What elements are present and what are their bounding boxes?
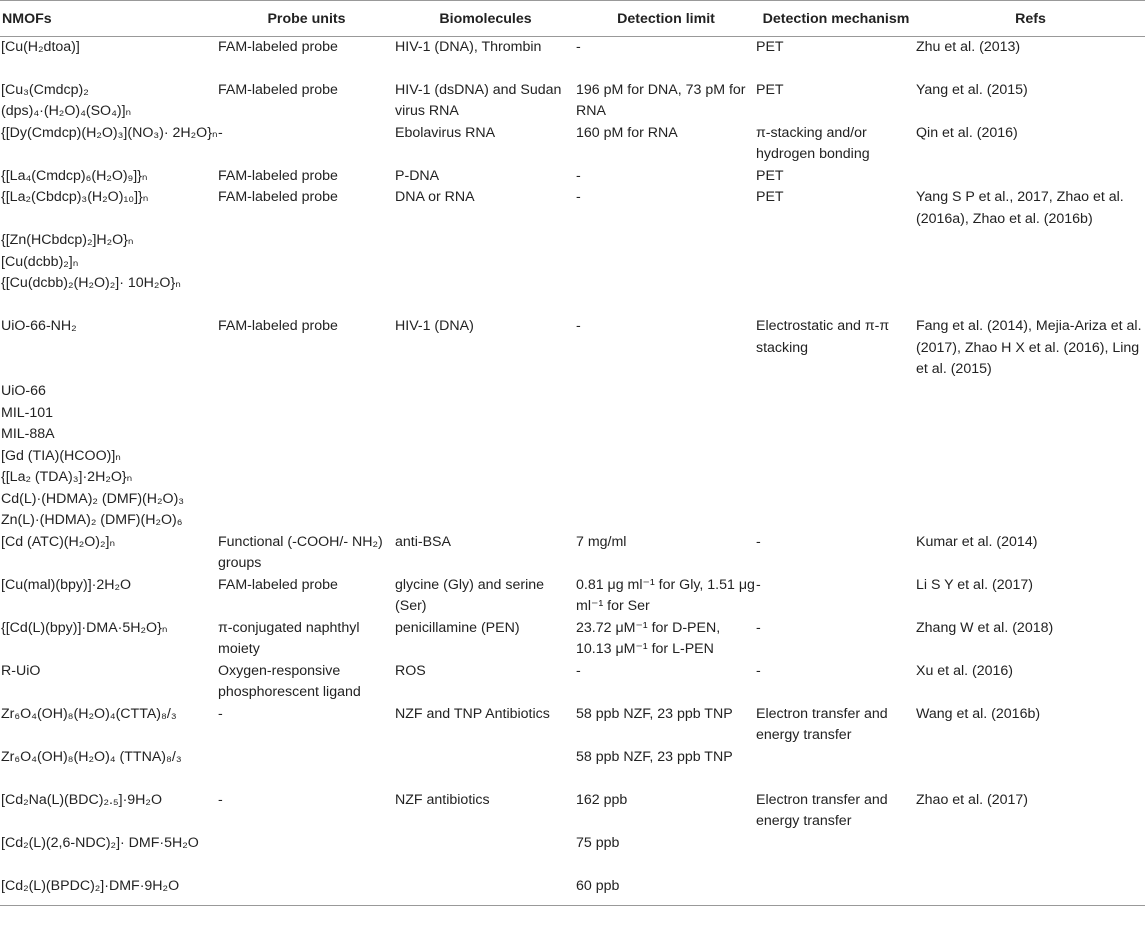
cell-detection-limit xyxy=(576,424,756,446)
cell-nmof: Zn(L)·(HDMA)₂ (DMF)(H₂O)₆ xyxy=(1,512,183,528)
table-row xyxy=(0,424,1145,446)
cell-detection-limit: - xyxy=(576,189,581,205)
table-body xyxy=(0,36,1145,905)
cell-detection-mechanism xyxy=(756,833,916,876)
cell-probe-units xyxy=(218,876,395,906)
header-biomolecules: Biomolecules xyxy=(395,1,576,37)
cell-refs xyxy=(916,489,1145,511)
table-row xyxy=(0,187,1145,230)
cell-refs: Wang et al. (2016b) xyxy=(916,705,1041,722)
cell-detection-limit xyxy=(576,381,756,403)
table-row xyxy=(0,467,1145,489)
cell-probe-units xyxy=(218,424,395,446)
cell-refs xyxy=(916,510,1145,532)
table-row xyxy=(0,618,1145,661)
cell-detection-limit xyxy=(576,230,756,252)
cell-nmof: [Cd (ATC)(H₂O)₂]ₙ xyxy=(1,533,116,550)
cell-detection-limit: 160 pM for RNA xyxy=(576,124,678,141)
cell-biomolecules xyxy=(395,424,576,446)
cell-refs: Kumar et al. (2014) xyxy=(916,533,1038,550)
cell-detection-mechanism: π-stacking and/or hydrogen bonding xyxy=(756,124,870,162)
cell-detection-limit xyxy=(576,446,756,468)
cell-nmof: R-UiO xyxy=(1,662,41,679)
cell-refs: Yang et al. (2015) xyxy=(916,81,1028,98)
cell-nmof: [Cu(H₂dtoa)] xyxy=(1,38,80,55)
cell-nmof: UiO-66 xyxy=(1,383,46,399)
cell-probe-units: - xyxy=(218,124,223,141)
cell-nmof: [Cd₂(L)(2,6-NDC)₂]· DMF·5H₂O xyxy=(1,834,199,851)
cell-refs: Qin et al. (2016) xyxy=(916,124,1018,141)
table-row xyxy=(0,403,1145,425)
header-refs: Refs xyxy=(916,1,1145,37)
cell-refs xyxy=(916,403,1145,425)
cell-refs xyxy=(916,424,1145,446)
cell-nmof: MIL-88A xyxy=(1,426,55,442)
cell-refs xyxy=(916,833,1145,876)
cell-detection-mechanism: Electron transfer and energy transfer xyxy=(756,705,888,743)
cell-detection-mechanism xyxy=(756,273,916,316)
cell-nmof: MIL-101 xyxy=(1,404,54,421)
cell-nmof: [Cd₂Na(L)(BDC)₂.₅]·9H₂O xyxy=(1,791,162,808)
table-row xyxy=(0,510,1145,532)
cell-detection-mechanism xyxy=(756,446,916,468)
cell-detection-mechanism: Electrostatic and π-π stacking xyxy=(756,318,890,356)
cell-refs: Li S Y et al. (2017) xyxy=(916,576,1033,593)
cell-biomolecules: NZF and TNP Antibiotics xyxy=(395,705,550,722)
cell-detection-mechanism: PET xyxy=(756,167,784,184)
cell-detection-limit xyxy=(576,252,756,274)
cell-detection-limit xyxy=(576,489,756,511)
cell-nmof: {[Dy(Cmdcp)(H₂O)₃](NO₃)· 2H₂O}ₙ xyxy=(1,124,218,141)
cell-biomolecules xyxy=(395,833,576,876)
cell-detection-limit: - xyxy=(576,318,581,334)
cell-refs xyxy=(916,252,1145,274)
table-row xyxy=(0,36,1145,80)
cell-probe-units xyxy=(218,510,395,532)
table-row xyxy=(0,661,1145,704)
cell-biomolecules xyxy=(395,230,576,252)
cell-nmof: {[Zn(HCbdcp)₂]H₂O}ₙ xyxy=(1,232,134,248)
cell-nmof: [Cd₂(L)(BPDC)₂]·DMF·9H₂O xyxy=(0,876,218,906)
header-probe-units: Probe units xyxy=(218,1,395,37)
cell-biomolecules: DNA or RNA xyxy=(395,189,475,205)
cell-refs xyxy=(916,876,1145,906)
cell-nmof: {[La₂ (TDA)₃]·2H₂O}ₙ xyxy=(1,469,133,485)
cell-probe-units: π-conjugated naphthyl moiety xyxy=(218,619,360,657)
cell-detection-mechanism xyxy=(756,747,916,790)
cell-probe-units xyxy=(218,273,395,316)
table-row xyxy=(0,833,1145,876)
cell-nmof: [Gd (TIA)(HCOO)]ₙ xyxy=(1,447,121,464)
cell-refs: Zhang W et al. (2018) xyxy=(916,619,1054,636)
cell-nmof: {[La₂(Cbdcp)₃(H₂O)₁₀]}ₙ xyxy=(1,189,149,205)
cell-biomolecules: P-DNA xyxy=(395,167,440,184)
cell-refs xyxy=(916,230,1145,252)
cell-probe-units: - xyxy=(218,791,223,808)
cell-refs xyxy=(916,467,1145,489)
table-row xyxy=(0,316,1145,381)
cell-detection-limit: 23.72 μM⁻¹ for D-PEN, 10.13 μM⁻¹ for L-PEN xyxy=(576,619,721,657)
header-detection-mechanism: Detection mechanism xyxy=(756,1,916,37)
table-row xyxy=(0,123,1145,166)
cell-nmof: Zr₆O₄(OH)₈(H₂O)₄ (TTNA)₈/₃ xyxy=(1,748,182,765)
cell-detection-mechanism: PET xyxy=(756,189,784,205)
cell-detection-limit: 196 pM for DNA, 73 pM for RNA xyxy=(576,81,746,119)
cell-biomolecules xyxy=(395,747,576,790)
cell-detection-limit: 60 ppb xyxy=(576,876,756,906)
cell-detection-mechanism xyxy=(756,424,916,446)
cell-biomolecules: NZF antibiotics xyxy=(395,791,490,808)
cell-detection-mechanism: - xyxy=(756,662,761,679)
cell-detection-limit: 58 ppb NZF, 23 ppb TNP xyxy=(576,748,733,765)
cell-probe-units: FAM-labeled probe xyxy=(218,318,338,334)
table-row xyxy=(0,704,1145,747)
cell-probe-units xyxy=(218,446,395,468)
cell-refs xyxy=(916,381,1145,403)
cell-detection-limit xyxy=(576,403,756,425)
cell-detection-mechanism xyxy=(756,489,916,511)
header-nmofs: NMOFs xyxy=(0,1,218,37)
cell-refs: Fang et al. (2014), Mejia-Ariza et al. (2017), Zhao H X et al. (2016), Ling et al. (2015) xyxy=(916,318,1142,377)
cell-detection-mechanism: - xyxy=(756,619,761,636)
cell-nmof: [Cu₃(Cmdcp)₂ (dps)₄·(H₂O)₄(SO₄)]ₙ xyxy=(1,81,132,119)
cell-nmof: [Cu(mal)(bpy)]·2H₂O xyxy=(1,576,132,593)
table-row xyxy=(0,876,1145,906)
cell-detection-limit: 7 mg/ml xyxy=(576,533,627,550)
cell-detection-mechanism xyxy=(756,381,916,403)
table-row xyxy=(0,80,1145,123)
cell-biomolecules xyxy=(395,467,576,489)
cell-probe-units: Functional (-COOH/- NH₂) groups xyxy=(218,533,383,571)
cell-probe-units: - xyxy=(218,705,223,722)
cell-probe-units xyxy=(218,747,395,790)
table-row xyxy=(0,273,1145,316)
cell-detection-limit: - xyxy=(576,38,581,55)
cell-biomolecules: ROS xyxy=(395,662,426,679)
cell-nmof: [Cu(dcbb)₂]ₙ xyxy=(1,253,79,270)
cell-probe-units xyxy=(218,489,395,511)
cell-biomolecules xyxy=(395,446,576,468)
cell-probe-units xyxy=(218,403,395,425)
cell-refs xyxy=(916,273,1145,316)
cell-refs xyxy=(916,747,1145,790)
table-header xyxy=(0,1,1145,37)
cell-refs xyxy=(916,446,1145,468)
table-row xyxy=(0,790,1145,833)
cell-detection-mechanism xyxy=(756,876,916,906)
cell-probe-units xyxy=(218,833,395,876)
cell-probe-units xyxy=(218,252,395,274)
table-row xyxy=(0,230,1145,252)
cell-biomolecules: anti-BSA xyxy=(395,533,451,550)
cell-detection-mechanism: - xyxy=(756,576,761,593)
cell-biomolecules xyxy=(395,489,576,511)
table-row xyxy=(0,381,1145,403)
table-row xyxy=(0,532,1145,575)
header-detection-limit: Detection limit xyxy=(576,1,756,37)
cell-nmof: {[La₄(Cmdcp)₆(H₂O)₉]}ₙ xyxy=(1,167,148,184)
cell-biomolecules: HIV-1 (DNA) xyxy=(395,318,474,334)
cell-refs: Zhu et al. (2013) xyxy=(916,38,1021,55)
cell-detection-mechanism: PET xyxy=(756,81,784,98)
cell-detection-limit xyxy=(576,273,756,316)
cell-detection-mechanism xyxy=(756,230,916,252)
cell-detection-limit: 75 ppb xyxy=(576,834,620,851)
cell-detection-limit: 162 ppb xyxy=(576,791,628,808)
cell-detection-mechanism xyxy=(756,510,916,532)
cell-biomolecules: HIV-1 (dsDNA) and Sudan virus RNA xyxy=(395,81,562,119)
cell-biomolecules xyxy=(395,273,576,316)
cell-biomolecules xyxy=(395,876,576,906)
cell-probe-units: Oxygen-responsive phosphorescent ligand xyxy=(218,662,361,700)
cell-probe-units: FAM-labeled probe xyxy=(218,167,338,184)
cell-refs: Xu et al. (2016) xyxy=(916,662,1014,679)
cell-detection-mechanism xyxy=(756,403,916,425)
cell-biomolecules xyxy=(395,252,576,274)
cell-refs: Zhao et al. (2017) xyxy=(916,791,1028,808)
cell-probe-units xyxy=(218,381,395,403)
cell-detection-limit: - xyxy=(576,167,581,184)
cell-detection-mechanism: PET xyxy=(756,38,784,55)
cell-probe-units: FAM-labeled probe xyxy=(218,576,338,593)
table-row xyxy=(0,166,1145,188)
cell-nmof: UiO-66-NH₂ xyxy=(1,318,77,334)
cell-detection-limit: 58 ppb NZF, 23 ppb TNP xyxy=(576,705,733,722)
cell-probe-units xyxy=(218,230,395,252)
cell-detection-mechanism: Electron transfer and energy transfer xyxy=(756,791,888,829)
cell-refs xyxy=(916,166,1145,188)
cell-detection-limit xyxy=(576,467,756,489)
cell-nmof: {[Cd(L)(bpy)]·DMA·5H₂O}ₙ xyxy=(1,619,168,636)
table-row xyxy=(0,747,1145,790)
cell-detection-limit: 0.81 μg ml⁻¹ for Gly, 1.51 μg ml⁻¹ for Ser xyxy=(576,576,755,614)
cell-refs: Yang S P et al., 2017, Zhao et al. (2016a), Zhao et al. (2016b) xyxy=(916,189,1124,227)
cell-biomolecules: Ebolavirus RNA xyxy=(395,124,496,141)
table-row xyxy=(0,446,1145,468)
cell-biomolecules: glycine (Gly) and serine (Ser) xyxy=(395,576,545,614)
cell-biomolecules xyxy=(395,403,576,425)
cell-nmof: Cd(L)·(HDMA)₂ (DMF)(H₂O)₃ xyxy=(1,490,185,507)
cell-detection-limit xyxy=(576,510,756,532)
cell-detection-limit: - xyxy=(576,662,581,679)
table-row xyxy=(0,252,1145,274)
cell-probe-units: FAM-labeled probe xyxy=(218,81,338,98)
cell-detection-mechanism xyxy=(756,467,916,489)
cell-detection-mechanism: - xyxy=(756,533,761,550)
cell-biomolecules: HIV-1 (DNA), Thrombin xyxy=(395,38,542,55)
cell-biomolecules xyxy=(395,381,576,403)
cell-nmof: {[Cu(dcbb)₂(H₂O)₂]· 10H₂O}ₙ xyxy=(1,275,181,291)
table-row xyxy=(0,575,1145,618)
cell-detection-mechanism xyxy=(756,252,916,274)
cell-nmof: Zr₆O₄(OH)₈(H₂O)₄(CTTA)₈/₃ xyxy=(1,705,177,722)
cell-biomolecules xyxy=(395,510,576,532)
table-row xyxy=(0,489,1145,511)
cell-biomolecules: penicillamine (PEN) xyxy=(395,619,520,636)
cell-probe-units: FAM-labeled probe xyxy=(218,38,338,55)
cell-probe-units: FAM-labeled probe xyxy=(218,189,338,205)
cell-probe-units xyxy=(218,467,395,489)
